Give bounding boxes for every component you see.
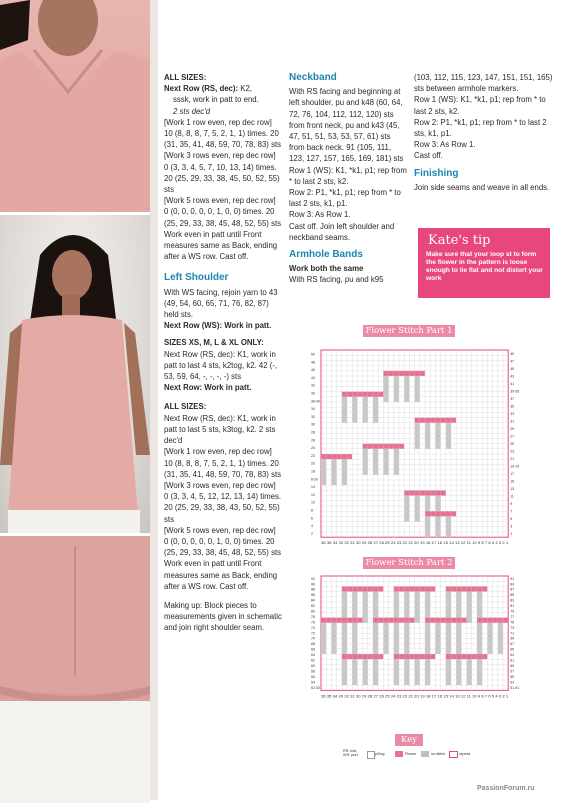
row-label-right: 55 — [510, 674, 515, 679]
row-label-left: 22 — [311, 453, 315, 458]
neckband-row2: Row 2: P1, *k1, p1; rep from * to last 2 sts, k1, p1. — [289, 188, 401, 209]
row-label-left: 4 — [311, 524, 313, 529]
row-label-right: 43 — [510, 374, 515, 379]
row-label-right: 29 — [510, 427, 515, 432]
sizes-heading: SIZES XS, M, L & XL ONLY: — [164, 338, 264, 348]
row-label-left: 84 — [311, 598, 315, 603]
finishing-body: Join side seams and weave in all ends. — [414, 182, 550, 192]
row-label-right: 53 — [510, 680, 515, 685]
row-label-left: 18 — [311, 469, 315, 474]
neckband-title: Neckband — [289, 72, 337, 83]
row-label-right: 41 — [510, 382, 515, 387]
key-flower-icon — [395, 751, 403, 757]
row-label-left: 82 — [311, 604, 315, 609]
row-label-right: 51-91 — [510, 685, 520, 690]
col3-end: Cast off. — [414, 151, 443, 161]
row-label-right: 63 — [510, 653, 515, 658]
row-label-left: 90 — [311, 582, 315, 587]
row-label-right: 23 — [510, 449, 515, 454]
flower-chart-part1 — [287, 340, 520, 555]
key-title: Key — [395, 734, 423, 746]
tip-body: Make sure that your loop st to form the flower in the pattern is loose enough to lie flat and not distort your work — [426, 251, 543, 282]
row-label-left: 34 — [311, 407, 315, 412]
row-label-left: 62 — [311, 658, 315, 663]
row-label-right: 15 — [510, 479, 515, 484]
repeat-4: [Work 1 row even, rep dec row] 10 (8, 8, 8, 7, 5, 2, 1, 1) times. 20 (31, 35, 41, 48, 59, 70, 78, 83) sts — [164, 447, 282, 479]
left-shoulder-row: Next Row (WS): Work in patt. — [164, 321, 272, 331]
row-label-right: 17 — [510, 472, 515, 477]
armhole-title: Armhole Bands — [289, 249, 363, 261]
key-p2tog: p2tog — [375, 752, 385, 756]
row-label-right: 89 — [510, 582, 515, 587]
photo-model — [0, 212, 150, 533]
row-label-left: 28 — [311, 430, 315, 435]
row-label-right: 27 — [510, 434, 515, 439]
row-label-left: 80 — [311, 609, 315, 614]
photo-bottom-svg — [0, 536, 150, 803]
flower-chart-part2 — [287, 570, 520, 735]
key-repeat-icon — [449, 751, 458, 758]
work-even-2: Work even in patt until Front measures same as Back, ending after a WS row. Cast off. — [164, 559, 278, 591]
row-label-left: 86 — [311, 593, 315, 598]
dec-row-2: Next Row (RS, dec): K1, work in patt to last 5 sts, k3tog, k2. 2 sts dec'd — [164, 413, 276, 446]
row-label-right: 37 — [510, 397, 515, 402]
row-label-left: 56 — [311, 674, 315, 679]
neckband-end: Cast off. Join left shoulder and neckband seams. — [289, 221, 395, 242]
photo-model-svg — [0, 215, 150, 533]
photo-top-detail — [0, 0, 150, 212]
row-label-left: 24 — [311, 446, 315, 451]
row-label-right: 69 — [510, 636, 515, 641]
row-label-left: 46 — [311, 368, 315, 373]
row-label-left: 58 — [311, 669, 315, 674]
row-label-right: 71 — [510, 631, 515, 636]
row-label-left: 74 — [311, 625, 315, 630]
row-label-left: 92 — [311, 576, 315, 581]
col3-row3: Row 3: As Row 1. — [414, 140, 476, 150]
row-label-right: 83 — [510, 598, 515, 603]
row-label-left: 48 — [311, 360, 315, 365]
row-label-right: 9 — [510, 502, 513, 507]
key-nostitch-icon — [421, 751, 429, 757]
key-knit: RS: knit, WS: purl — [343, 749, 358, 757]
making-up: Making up: Block pieces to measurements given in schematic and join right shoulder seam. — [164, 600, 282, 633]
repeat-2: [Work 3 rows even, rep dec row] 0 (3, 3, 4, 5, 7, 10, 13, 14) times. 20 (25, 29, 33, 38, 45, 50, 52, 55) sts — [164, 151, 280, 195]
row-label-left: 2 — [311, 531, 313, 536]
row-label-left: 20 — [311, 461, 315, 466]
column-labels: 36 35 34 33 32 31 30 29 28 27 26 25 24 23 22 21 20 19 18 17 16 15 14 13 12 11 10 9 8 7 6 5 4 3 2 1 — [321, 694, 509, 699]
row-label-left: 76 — [311, 620, 315, 625]
row-label-left: 50 — [311, 352, 315, 357]
row-label-left: 78 — [311, 614, 315, 619]
row-label-left: 42 — [311, 383, 315, 388]
row-label-right: 21 — [510, 457, 515, 462]
row-label-right: 75 — [510, 620, 515, 625]
row-label-left: 26 — [311, 438, 315, 443]
key-flower: Flower — [405, 752, 417, 756]
heading-all-sizes-2: ALL SIZES: — [164, 402, 207, 412]
repeat-1: [Work 1 row even, rep dec row] 10 (8, 8, 8, 7, 5, 2, 1, 1) times. 20 (31, 35, 41, 48, 59, 70, 78, 83) sts — [164, 117, 282, 150]
row-label-right: 61 — [510, 658, 515, 663]
column-labels: 36 35 34 33 32 31 30 29 28 27 26 25 24 23 22 21 20 19 18 17 16 15 14 13 12 11 10 9 8 7 6 5 4 3 2 1 — [321, 541, 509, 546]
sizes-next: Next Row: Work in patt. — [164, 383, 252, 393]
row-label-right: 1 — [510, 531, 513, 536]
photo-top-svg — [0, 0, 150, 212]
row-label-right: 11 — [510, 494, 514, 499]
repeat-3: [Work 5 rows even, rep dec row] 0 (0, 0, 0, 0, 0, 1, 0, 0) times. 20 (25, 29, 33, 38, 45, 48, 52, 55) sts — [164, 196, 282, 228]
column-2 — [289, 72, 407, 286]
row-label-right: 81 — [510, 604, 515, 609]
armhole-sub: Work both the same — [289, 264, 364, 274]
row-label-left: 54 — [311, 680, 315, 685]
armhole-body: With RS facing, pu and k95 — [289, 275, 384, 285]
sizes-dec: Next Row (RS, dec): K1, work in patt to last 4 sts, k2tog, k2. 42 (-, 53, 59, 64, -, -, -, -) sts — [164, 349, 278, 382]
col3-body: (103, 112, 115, 123, 147, 151, 151, 165) sts between armhole markers. — [414, 73, 553, 94]
page-gutter — [150, 0, 158, 800]
row-label-right: 13 — [510, 487, 515, 492]
row-label-left: 68 — [311, 642, 315, 647]
row-label-right: 3 — [510, 524, 513, 529]
photo-bottom-detail — [0, 533, 150, 803]
repeat-5: [Work 3 rows even, rep dec row] 0 (3, 3, 4, 5, 12, 12, 13, 14) times. 20 (25, 29, 33, 38, 43, 50, 52, 55) sts — [164, 480, 282, 524]
dec-row-body: sssk, work in patt to end. — [173, 95, 259, 105]
row-label-right: 65 — [510, 647, 515, 652]
column-3 — [414, 72, 554, 193]
row-label-left: 60 — [311, 663, 315, 668]
row-label-right: 77 — [510, 614, 515, 619]
row-label-left: 40 — [311, 391, 315, 396]
row-label-left: 70 — [311, 636, 315, 641]
row-label-right: 59 — [510, 663, 515, 668]
row-label-left: 14 — [311, 485, 315, 490]
row-label-left: 36-40 — [311, 399, 320, 404]
row-label-right: 67 — [510, 642, 515, 647]
row-label-right: 5 — [510, 516, 513, 521]
footer-watermark: PassionForum.ru — [477, 785, 535, 792]
neckband-row1: Row 1 (WS): K1, *k1, p1; rep from * to last 2 sts, k2. — [289, 165, 407, 186]
neckband-body: With RS facing and beginning at left shoulder, pu and k48 (60, 64, 72, 76, 104, 112, 112, 120) sts from front neck, pu and k43 (45, 47, 51, 51, 53, 53, 57, 61) sts from back neck. 91 (105, 111, 123, 127, 157, 165, 169, 181) sts — [289, 87, 404, 164]
row-label-right: 79 — [510, 609, 515, 614]
row-label-right: 25 — [510, 442, 515, 447]
row-label-right: 73 — [510, 625, 515, 630]
row-label-left: 72 — [311, 631, 315, 636]
row-label-right: 85 — [510, 593, 515, 598]
row-label-left: 66 — [311, 647, 315, 652]
left-shoulder-title: Left Shoulder — [164, 272, 229, 284]
key-legend — [343, 748, 483, 762]
row-label-left: 44 — [311, 375, 315, 380]
row-label-right: 39-35 — [510, 389, 520, 394]
row-label-right: 7 — [510, 509, 513, 514]
key-p2tog-icon — [367, 751, 375, 759]
heading-all-sizes: ALL SIZES: — [164, 73, 207, 82]
col3-row1: Row 1 (WS): K1, *k1, p1; rep from * to last 2 sts, k2. — [414, 95, 546, 116]
key-repeat: repeat — [459, 752, 470, 756]
chart2-title: Flower Stitch Part 2 — [363, 557, 455, 569]
kates-tip-box — [418, 228, 550, 298]
key-nostitch: no stitch — [431, 752, 446, 756]
row-label-right: 47 — [510, 359, 515, 364]
row-label-right: 87 — [510, 587, 515, 592]
row-label-left: 32 — [311, 414, 315, 419]
row-label-right: 31 — [510, 419, 515, 424]
row-label-right: 33 — [510, 412, 515, 417]
row-label-left: 30 — [311, 422, 315, 427]
repeat-6: [Work 5 rows even, rep dec row] 0 (0, 0, 0, 0, 0, 1, 0, 0) times. 20 (25, 29, 33, 38, 45, 48, 52, 55) sts — [164, 525, 282, 558]
dec-row-label: Next Row (RS, dec): K2, — [164, 84, 252, 94]
row-label-right: 35 — [510, 404, 515, 409]
left-shoulder-body: With WS facing, rejoin yarn to 43 (49, 54, 60, 65, 71, 76, 82, 87) held sts. — [164, 287, 278, 320]
row-label-left: 8 — [311, 508, 313, 513]
row-label-right: 49 — [510, 352, 515, 357]
row-label-left: 64 — [311, 653, 315, 658]
finishing-title: Finishing — [414, 167, 459, 179]
row-label-left: 12 — [311, 492, 315, 497]
row-label-right: 91 — [510, 576, 515, 581]
chart1-title: Flower Stitch Part 1 — [363, 325, 455, 337]
row-label-left: 6 — [311, 516, 313, 521]
work-even: Work even in patt until Front measures same as Back, ending after a WS row. Cast off. — [164, 229, 278, 262]
row-label-right: 45 — [510, 367, 515, 372]
row-label-left: 8-20 — [311, 477, 319, 482]
row-label-left: 52-92 — [311, 685, 320, 690]
dec-row-result: 2 sts dec'd — [173, 106, 211, 116]
neckband-row3: Row 3: As Row 1. — [289, 210, 351, 220]
col3-row2: Row 2: P1, *k1, p1; rep from * to last 2 sts, k1, p1. — [414, 117, 547, 139]
tip-title: Kate's tip — [428, 233, 491, 248]
column-1 — [164, 72, 282, 640]
row-label-left: 88 — [311, 587, 315, 592]
row-label-right: 19-15 — [510, 464, 520, 469]
row-label-right: 57 — [510, 669, 515, 674]
row-label-left: 10 — [311, 500, 315, 505]
